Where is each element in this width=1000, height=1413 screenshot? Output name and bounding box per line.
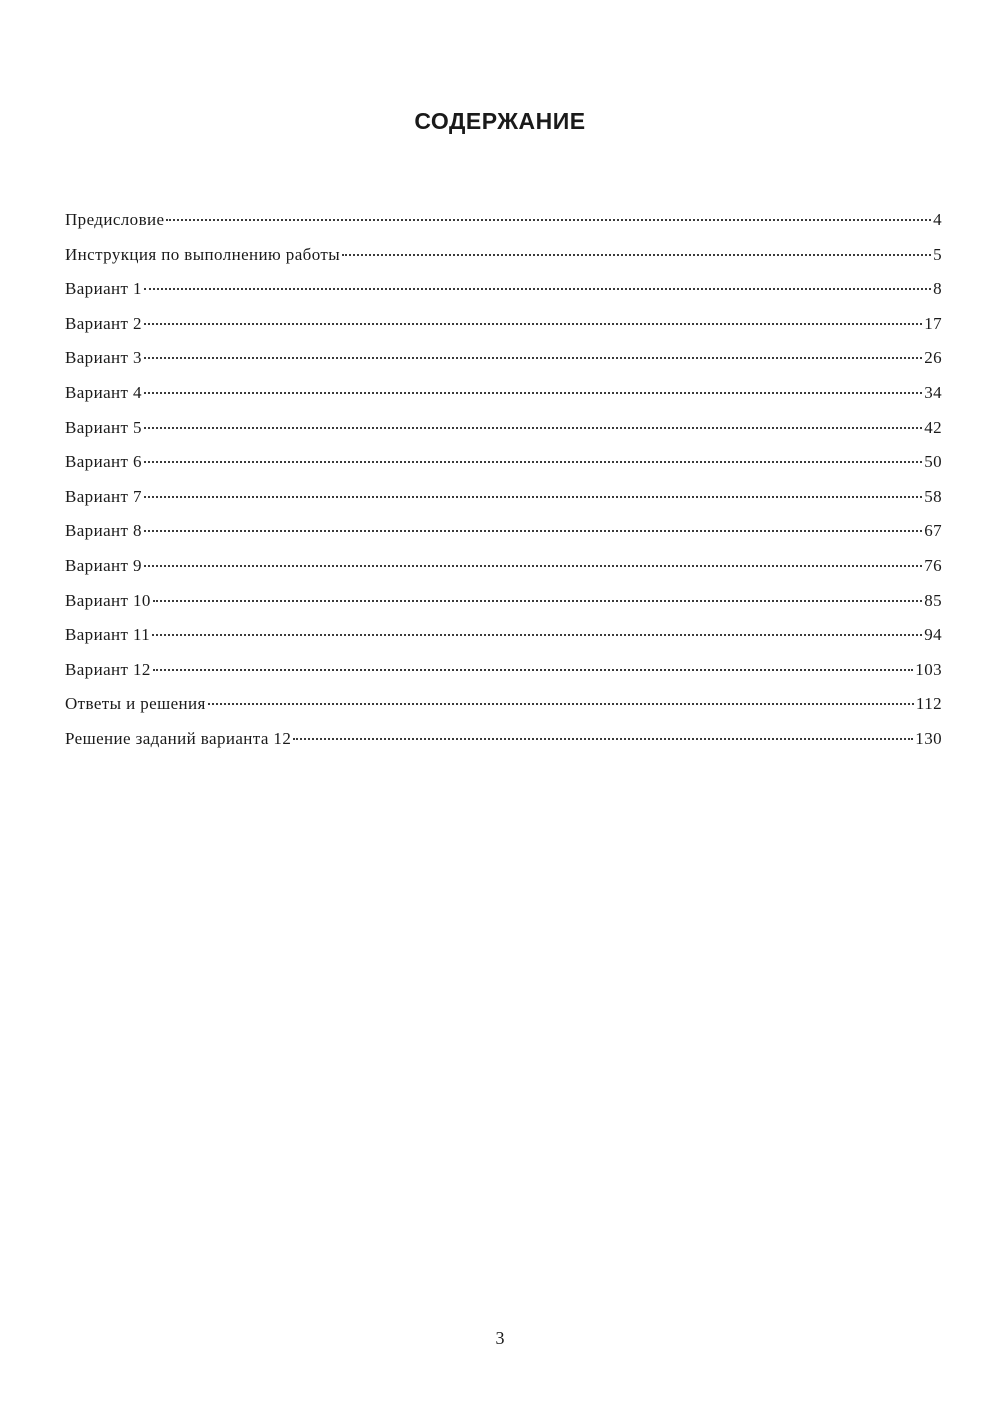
toc-dot-leader — [144, 565, 922, 567]
toc-dot-leader — [144, 392, 922, 394]
toc-entry-label: Вариант 12 — [65, 659, 151, 679]
toc-entry-page: 34 — [924, 382, 942, 402]
toc-dot-leader — [152, 634, 922, 636]
toc-entry-page: 8 — [933, 279, 942, 299]
toc-dot-leader — [208, 703, 914, 705]
toc-dot-leader — [166, 219, 931, 221]
toc-entry-variant-4[interactable] — [65, 383, 942, 418]
toc-entry-page: 94 — [924, 625, 942, 645]
toc-dot-leader — [153, 600, 922, 602]
toc-entry-page: 5 — [933, 244, 942, 264]
toc-entry-page: 67 — [924, 521, 942, 541]
toc-entry-variant-8[interactable] — [65, 521, 942, 556]
toc-entry-variant-12[interactable] — [65, 660, 942, 695]
toc-entry-variant-12-solutions[interactable] — [65, 729, 942, 764]
toc-entry-page: 130 — [915, 728, 942, 748]
toc-entry-page: 26 — [924, 348, 942, 368]
toc-dot-leader — [293, 738, 913, 740]
toc-entry-page: 58 — [924, 486, 942, 506]
toc-entry-variant-6[interactable] — [65, 452, 942, 487]
toc-entry-label: Вариант 2 — [65, 313, 142, 333]
toc-dot-leader — [144, 288, 931, 290]
toc-entry-label: Решение заданий варианта 12 — [65, 728, 292, 748]
table-of-contents — [65, 210, 942, 764]
toc-entry-variant-2[interactable] — [65, 314, 942, 349]
toc-entry-label: Вариант 10 — [65, 590, 151, 610]
toc-entry-label: Вариант 4 — [65, 382, 142, 402]
toc-entry-page: 112 — [915, 694, 942, 714]
toc-entry-page: 103 — [915, 659, 942, 679]
toc-dot-leader — [144, 357, 922, 359]
toc-dot-leader — [144, 496, 922, 498]
toc-entry-page: 42 — [924, 417, 942, 437]
toc-entry-variant-11[interactable] — [65, 625, 942, 660]
toc-entry-label: Вариант 1 — [65, 279, 142, 299]
toc-entry-label: Вариант 3 — [65, 348, 142, 368]
toc-entry-label: Ответы и решения — [65, 694, 206, 714]
toc-entry-variant-3[interactable] — [65, 348, 942, 383]
toc-entry-page: 4 — [933, 210, 942, 229]
toc-entry-label: Вариант 11 — [65, 625, 151, 645]
toc-entry-variant-5[interactable] — [65, 418, 942, 453]
toc-entry-page: 17 — [924, 313, 942, 333]
toc-entry-label: Вариант 7 — [65, 486, 142, 506]
toc-entry-label: Вариант 6 — [65, 452, 142, 472]
toc-dot-leader — [144, 461, 922, 463]
toc-dot-leader — [153, 669, 913, 671]
toc-entry-label: Предисловие — [65, 210, 165, 229]
toc-entry-variant-10[interactable] — [65, 591, 942, 626]
toc-entry-page: 85 — [924, 590, 942, 610]
toc-entry-variant-1[interactable] — [65, 279, 942, 314]
toc-entry-label: Вариант 9 — [65, 555, 142, 575]
page-number: 3 — [495, 1328, 505, 1348]
page-title: СОДЕРЖАНИЕ — [414, 108, 586, 134]
toc-dot-leader — [342, 254, 931, 256]
toc-entry-variant-7[interactable] — [65, 487, 942, 522]
toc-entry-variant-9[interactable] — [65, 556, 942, 591]
toc-entry-page: 50 — [924, 452, 942, 472]
toc-entry-page: 76 — [924, 555, 942, 575]
toc-dot-leader — [144, 427, 922, 429]
toc-entry-label: Инструкция по выполнению работы — [65, 244, 341, 264]
toc-dot-leader — [144, 323, 922, 325]
toc-entry-label: Вариант 8 — [65, 521, 142, 541]
toc-entry-instructions[interactable] — [65, 245, 942, 280]
toc-entry-label: Вариант 5 — [65, 417, 142, 437]
toc-dot-leader — [144, 530, 922, 532]
toc-entry-preface[interactable] — [65, 210, 942, 245]
toc-entry-answers[interactable] — [65, 694, 942, 729]
